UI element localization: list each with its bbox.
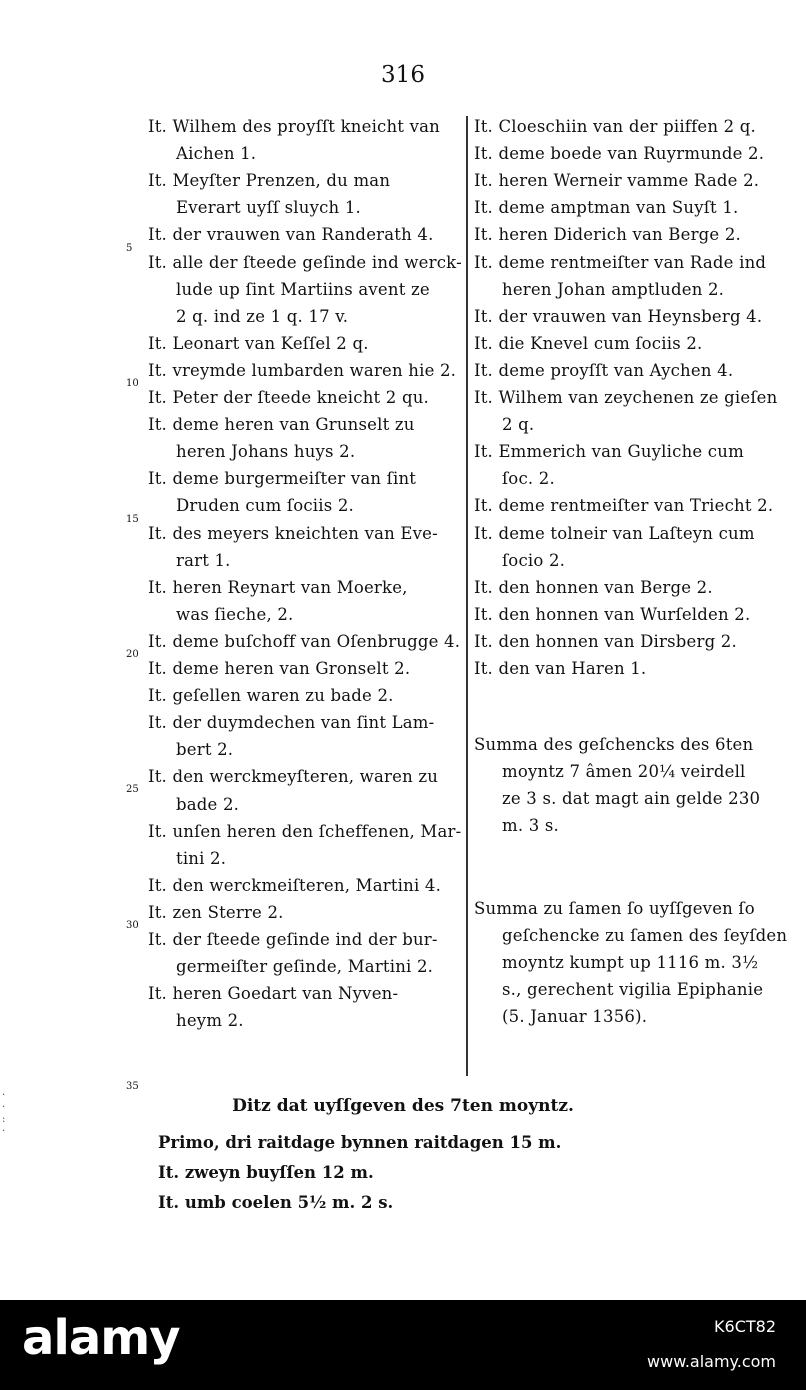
left-entry-line: It. der duymdechen van ſint Lam-	[148, 713, 435, 733]
left-entry-line: rart 1.	[176, 550, 231, 570]
edge-marks: · · : ·	[2, 1090, 6, 1137]
column-divider	[466, 116, 468, 1076]
bottom-entries	[158, 1128, 778, 1218]
right-entry-line: It. Emmerich van Guyliche cum	[474, 442, 744, 462]
left-entry-line: It. heren Goedart van Nyven-	[148, 984, 399, 1004]
bottom-entry-line: Primo, dri raitdage bynnen raitdagen 15 m.	[158, 1133, 562, 1152]
left-entry-line: It. Peter der ſteede kneicht 2 qu.	[148, 388, 429, 407]
line-number: 20	[126, 649, 139, 660]
left-entry-line: It. Leonart van Keſſel 2 q.	[148, 333, 369, 353]
summa-line: Summa des geſchencks des 6ten	[474, 735, 754, 754]
right-entry-line: It. deme tolneir van Laſteyn cum	[474, 523, 755, 543]
left-entry-line: heren Johans huys 2.	[176, 442, 356, 462]
right-entry-line: ſocio 2.	[502, 550, 566, 570]
summa-line: geſchencke zu ſamen des ſeyſden	[502, 926, 788, 946]
summa-line: m. 3 s.	[502, 816, 559, 836]
image-id: K6CT82	[714, 1317, 776, 1336]
left-entry-line: was ſieche, 2.	[176, 604, 294, 624]
left-entry-line: Druden cum ſociis 2.	[176, 496, 354, 516]
right-entry-line: It. deme proyſſt van Aychen 4.	[474, 360, 734, 380]
right-entry-line: It. deme amptman van Suyſt 1.	[474, 198, 739, 218]
right-entry-line: It. deme boede van Ruyrmunde 2.	[474, 144, 765, 164]
left-entry-line: It. der ſteede geſinde ind der bur-	[148, 930, 438, 949]
left-entry-line: Aichen 1.	[176, 144, 257, 164]
left-entry-line: tini 2.	[176, 848, 227, 868]
left-entry-line: It. Meyſter Prenzen, du man	[148, 171, 391, 191]
page-number: 316	[381, 62, 425, 88]
line-number: 35	[126, 1081, 139, 1092]
left-entry-line: bade 2.	[176, 794, 240, 814]
left-entry-line: It. den werckmeiſteren, Martini 4.	[148, 875, 442, 895]
left-entry-line: It. zen Sterre 2.	[148, 902, 284, 922]
left-entry-line: It. Wilhem des proyſſt kneicht van	[148, 117, 440, 136]
summa-line: (5. Januar 1356).	[502, 1007, 648, 1027]
left-entry-line: It. heren Reynart van Moerke,	[148, 577, 408, 597]
right-entry-line: It. den van Haren 1.	[474, 659, 647, 678]
left-entry-line: It. der vrauwen van Randerath 4.	[148, 225, 434, 245]
bottom-entry-line: It. zweyn buyſſen 12 m.	[158, 1163, 374, 1182]
line-number: 10	[126, 378, 139, 389]
bottom-entry-line: It. umb coelen 5½ m. 2 s.	[158, 1193, 394, 1212]
site-url: www.alamy.com	[647, 1352, 776, 1371]
right-entry-line: heren Johan amptluden 2.	[502, 279, 725, 299]
line-number: 30	[126, 920, 139, 931]
left-entry-line: 2 q. ind ze 1 q. 17 v.	[176, 306, 349, 326]
left-entry-line: It. den werckmeyſteren, waren zu	[148, 767, 439, 787]
left-entry-line: heym 2.	[176, 1011, 244, 1031]
summa-line: Summa zu ſamen ſo uyſſgeven ſo	[474, 899, 755, 918]
summa-line: moyntz 7 âmen 20¼ veirdell	[502, 762, 746, 782]
left-entry-line: It. unſen heren den ſcheffenen, Mar-	[148, 821, 462, 841]
left-entry-line: Everart uyſſ sluych 1.	[176, 198, 361, 218]
left-entry-line: It. deme buſchoff van Oſenbrugge 4.	[148, 631, 461, 651]
left-entry-line: It. deme heren van Gronselt 2.	[148, 659, 411, 678]
left-entry-line: It. des meyers kneichten van Eve-	[148, 523, 438, 543]
right-entry-line: ſoc. 2.	[502, 469, 555, 489]
right-entry-line: It. heren Diderich van Berge 2.	[474, 225, 741, 245]
left-entry-line: It. vreymde lumbarden waren hie 2.	[148, 360, 457, 380]
alamy-logo: alamy	[22, 1310, 180, 1366]
line-number: 15	[126, 514, 139, 525]
left-entry-line: It. alle der ſteede geſinde ind werck-	[148, 252, 462, 272]
line-number: 5	[126, 243, 133, 254]
summa-line: s., gerechent vigilia Epiphanie	[502, 980, 764, 1000]
right-entry-line: It. den honnen van Berge 2.	[474, 577, 713, 597]
right-entry-line: It. den honnen van Dirsberg 2.	[474, 631, 737, 651]
left-entry-line: It. deme heren van Grunselt zu	[148, 415, 415, 435]
summa-line: ze 3 s. dat magt ain gelde 230	[502, 789, 761, 809]
section-heading: Ditz dat uyſſgeven des 7ten moyntz.	[232, 1096, 574, 1116]
right-entry-line: It. der vrauwen van Heynsberg 4.	[474, 306, 763, 326]
right-entry-line: It. heren Werneir vamme Rade 2.	[474, 171, 760, 191]
summa-line: moyntz kumpt up 1116 m. 3½	[502, 953, 759, 973]
right-entry-line: It. die Knevel cum ſociis 2.	[474, 333, 703, 353]
right-entry-line: It. deme rentmeiſter van Triecht 2.	[474, 496, 774, 516]
right-entry-line: It. Cloeschiin van der piiffen 2 q.	[474, 117, 757, 136]
right-entry-line: It. den honnen van Wurſelden 2.	[474, 604, 751, 624]
right-entry-line: It. Wilhem van zeychenen ze gieſen	[474, 388, 778, 407]
right-entry-line: It. deme rentmeiſter van Rade ind	[474, 252, 767, 272]
watermark-banner	[0, 1300, 806, 1390]
left-entry-line: bert 2.	[176, 740, 234, 760]
left-entry-line: lude up ſint Martiins avent ze	[176, 279, 430, 299]
left-entry-line: It. geſellen waren zu bade 2.	[148, 686, 394, 706]
left-entry-line: It. deme burgermeiſter van ſint	[148, 469, 417, 489]
left-entry-line: germeiſter geſinde, Martini 2.	[176, 957, 434, 977]
line-number: 25	[126, 784, 139, 795]
right-entry-line: 2 q.	[502, 415, 535, 435]
